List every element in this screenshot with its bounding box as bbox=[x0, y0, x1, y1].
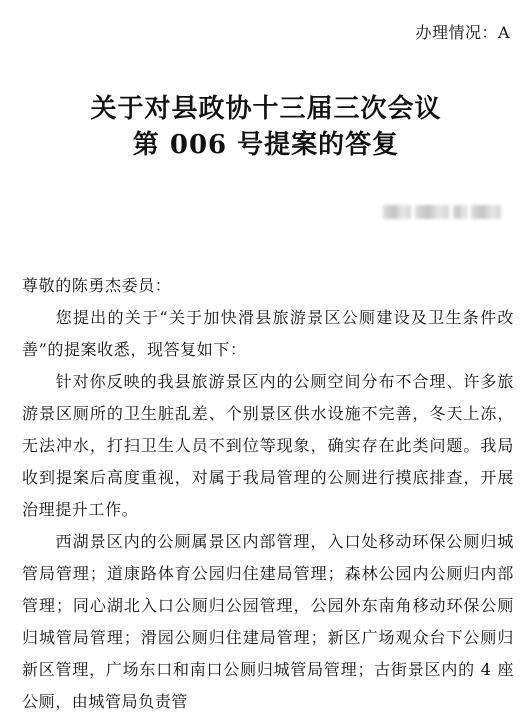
document-title-line-2: 第 006 号提案的答复 bbox=[132, 130, 400, 160]
processing-status: 办理情况：A bbox=[415, 23, 510, 42]
redacted-document-number bbox=[383, 203, 505, 221]
salutation: 尊敬的陈勇杰委员： bbox=[22, 276, 172, 295]
document-title-line-1: 关于对县政协十三届三次会议 bbox=[90, 94, 442, 124]
paragraph-management: 西湖景区内的公厕属景区内部管理，入口处移动环保公厕归城管局管理；道康路体育公园归住建局管理；森林公园内公厕归内部管理；同心湖北入口公厕归公园管理，公园外东南角移动环保公厕归城管局管理；滑园公厕归住建局管理；新区广场观众台下公厕归新区管理，广场东口和南口公厕归城管局管理；古街景区内的 4 座公厕，由城管局负责管 bbox=[22, 532, 514, 711]
paragraph-issues: 针对你反映的我县旅游景区内的公厕空间分布不合理、许多旅游景区厕所的卫生脏乱差、个别景区供水设施不完善，冬天上冻，无法冲水，打扫卫生人员不到位等现象，确实存在此类问题。我局收到提案后高度重视，对属于我局管理的公厕进行摸底排查，开展治理提升工作。 bbox=[22, 372, 514, 519]
paragraph-intro: 您提出的关于“关于加快滑县旅游景区公厕建设及卫生条件改善”的提案收悉，现答复如下： bbox=[22, 308, 514, 359]
document-body bbox=[22, 270, 514, 718]
